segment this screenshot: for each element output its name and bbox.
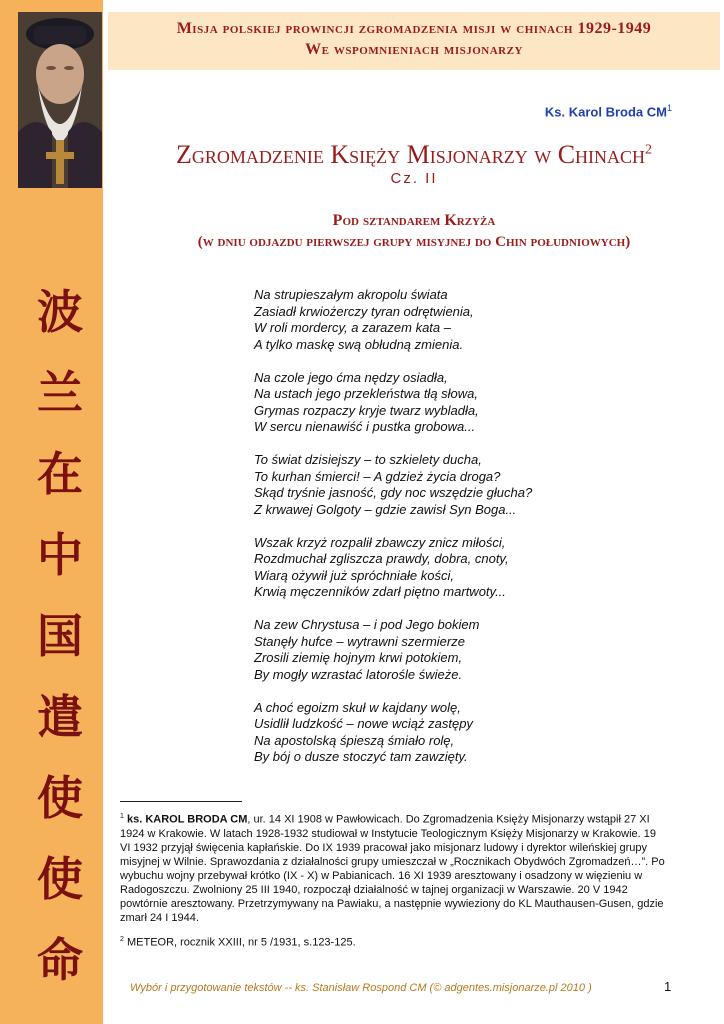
poem-stanza: [254, 287, 634, 353]
footnote-author-name: ks. KAROL BRODA CM: [126, 813, 248, 826]
series-title-line1: Misja polskiej prowincji zgromadzenia misji w chinach 1929-1949: [176, 20, 652, 37]
poem-line: W sercu nienawiść i pustka grobowa...: [254, 419, 476, 434]
poem-stanza: [254, 700, 634, 766]
poem-line: Na zew Chrystusa – i pod Jego bokiem: [254, 617, 480, 632]
chinese-char: 使: [37, 771, 83, 825]
page-number: 1: [664, 979, 672, 994]
poem-line: Stanęły hufce – wytrawni szermierze: [254, 633, 465, 649]
author-footnote-mark: 1: [666, 103, 672, 113]
chinese-char: 遣: [37, 690, 83, 744]
footnote-1: [120, 810, 668, 925]
poem: [254, 287, 634, 782]
poem-dedication: (w dniu odjazdu pierwszej grupy misyjnej do Chin południowych): [197, 234, 631, 250]
footnotes: [120, 810, 668, 949]
page-footer: Wybór i przygotowanie tekstów -- ks. Stanisław Rospond CM (© adgentes.misjonarze.pl 2010 ): [130, 982, 592, 994]
chinese-char: 中: [37, 528, 83, 582]
poem-stanza: [254, 452, 634, 518]
chinese-char: 命: [37, 933, 83, 987]
poem-line: W roli mordercy, a zarazem kata –: [254, 320, 451, 335]
chinese-char: 国: [37, 609, 83, 663]
footnote-divider: [120, 801, 242, 802]
poem-line: Skąd tryśnie jasność, gdy noc wszędzie głucha?: [254, 485, 533, 500]
poem-line: Na apostolską śpieszą śmiało rolę,: [254, 732, 455, 748]
series-title-line2: We wspomnieniach misjonarzy: [305, 41, 523, 58]
poem-line: Wiarą ożywił już spróchniałe kości,: [254, 567, 455, 583]
series-header: [108, 12, 720, 70]
poem-line: Rozdmuchał zgliszcza prawdy, dobra, cnoty,: [254, 551, 509, 566]
poem-line: To kurhan śmierci! – A gdzież życia droga?: [254, 468, 501, 484]
poem-line: Usidlił ludzkość – nowe wciąż zastępy: [254, 716, 473, 731]
poem-line: By bój o dusze stoczyć tam zawzięty.: [254, 749, 468, 764]
chinese-char: 在: [37, 447, 83, 501]
poem-line: By mogły wzrastać latorośle świeże.: [254, 666, 463, 682]
poem-line: Wszak krzyż rozpalił zbawczy znicz miłości,: [254, 534, 506, 550]
footnote-text: METEOR, rocznik XXIII, nr 5 /1931, s.123-125.: [126, 936, 356, 949]
author-line: [545, 103, 672, 119]
chinese-char: 兰: [37, 366, 83, 420]
missionary-portrait: [18, 12, 102, 188]
title-footnote-mark: 2: [645, 142, 653, 158]
poem-title: Pod sztandarem Krzyża: [332, 212, 496, 229]
poem-line: Grymas rozpaczy kryje twarz wybladła,: [254, 402, 479, 418]
poem-stanza: [254, 370, 634, 436]
footnote-2: [120, 933, 668, 950]
chinese-vertical-text: [18, 272, 102, 1001]
poem-line: Zrosili ziemię hojnym krwi potokiem,: [254, 650, 463, 665]
footnote-text: , ur. 14 XI 1908 w Pawłowicach. Do Zgromadzenia Księży Misjonarzy wstąpił 27 XI 1924 w Krakowie. W latach 1928-1932 studiował w Instytucie Teologicznym Księży Misjonarzy w Krakowie. 19 VI 1932 przyjął święcenia kapłańskie. Do IX 1939 pracował jako misjonarz ludowy i dyrektor wileńskiej grupy misyjnej w Wilnie. Sprawozdania z działalności grupy umieszczał w „Rocznikach Obydwóch Zgromadzeń…”. Po wybuchu wojny przebywał krótko (IX - X) w Pabianicach. 16 XI 1939 aresztowany i osadzony w więzieniu w Radogoszczu. Zwolniony 25 III 1940, rozpoczął działalność w tajnej organizacji w Warszawie. 20 V 1942 powtórnie aresztowany. Przetrzymywany na Pawiaku, a następnie wywieziony do KL Mauthausen-Gusen, gdzie zmarł 24 I 1944.: [120, 813, 665, 924]
poem-line: Z krwawej Golgoty – gdzie zawisł Syn Boga...: [254, 501, 517, 517]
poem-line: To świat dzisiejszy – to szkielety ducha,: [254, 452, 482, 467]
poem-line: Na czole jego ćma nędzy osiadła,: [254, 369, 448, 385]
portrait-image: [18, 12, 102, 188]
footnote-mark: 1: [120, 813, 124, 820]
sidebar: [0, 0, 103, 1024]
poem-line: Krwią męczenników zdarł piętno martwoty...: [254, 584, 506, 599]
poem-stanza: [254, 535, 634, 601]
footnote-mark: 2: [120, 935, 124, 943]
article-part: Cz. II: [390, 170, 438, 187]
chinese-char: 波: [37, 285, 83, 339]
poem-line: A choć egoizm skuł w kajdany wolę,: [254, 699, 461, 715]
poem-line: Na strupieszałym akropolu świata: [254, 287, 448, 302]
poem-line: A tylko maskę swą obłudną zmienia.: [254, 336, 464, 352]
author-name: Ks. Karol Broda CM: [544, 104, 667, 120]
poem-line: Zasiadł krwiożerczy tyran odrętwienia,: [254, 303, 474, 319]
article-title-text: Zgromadzenie Księży Misjonarzy w Chinach: [175, 140, 646, 169]
article-title: [108, 140, 720, 170]
poem-stanza: [254, 617, 634, 683]
chinese-char: 使: [37, 852, 83, 906]
poem-line: Na ustach jego przekleństwa tłą słowa,: [254, 386, 479, 401]
